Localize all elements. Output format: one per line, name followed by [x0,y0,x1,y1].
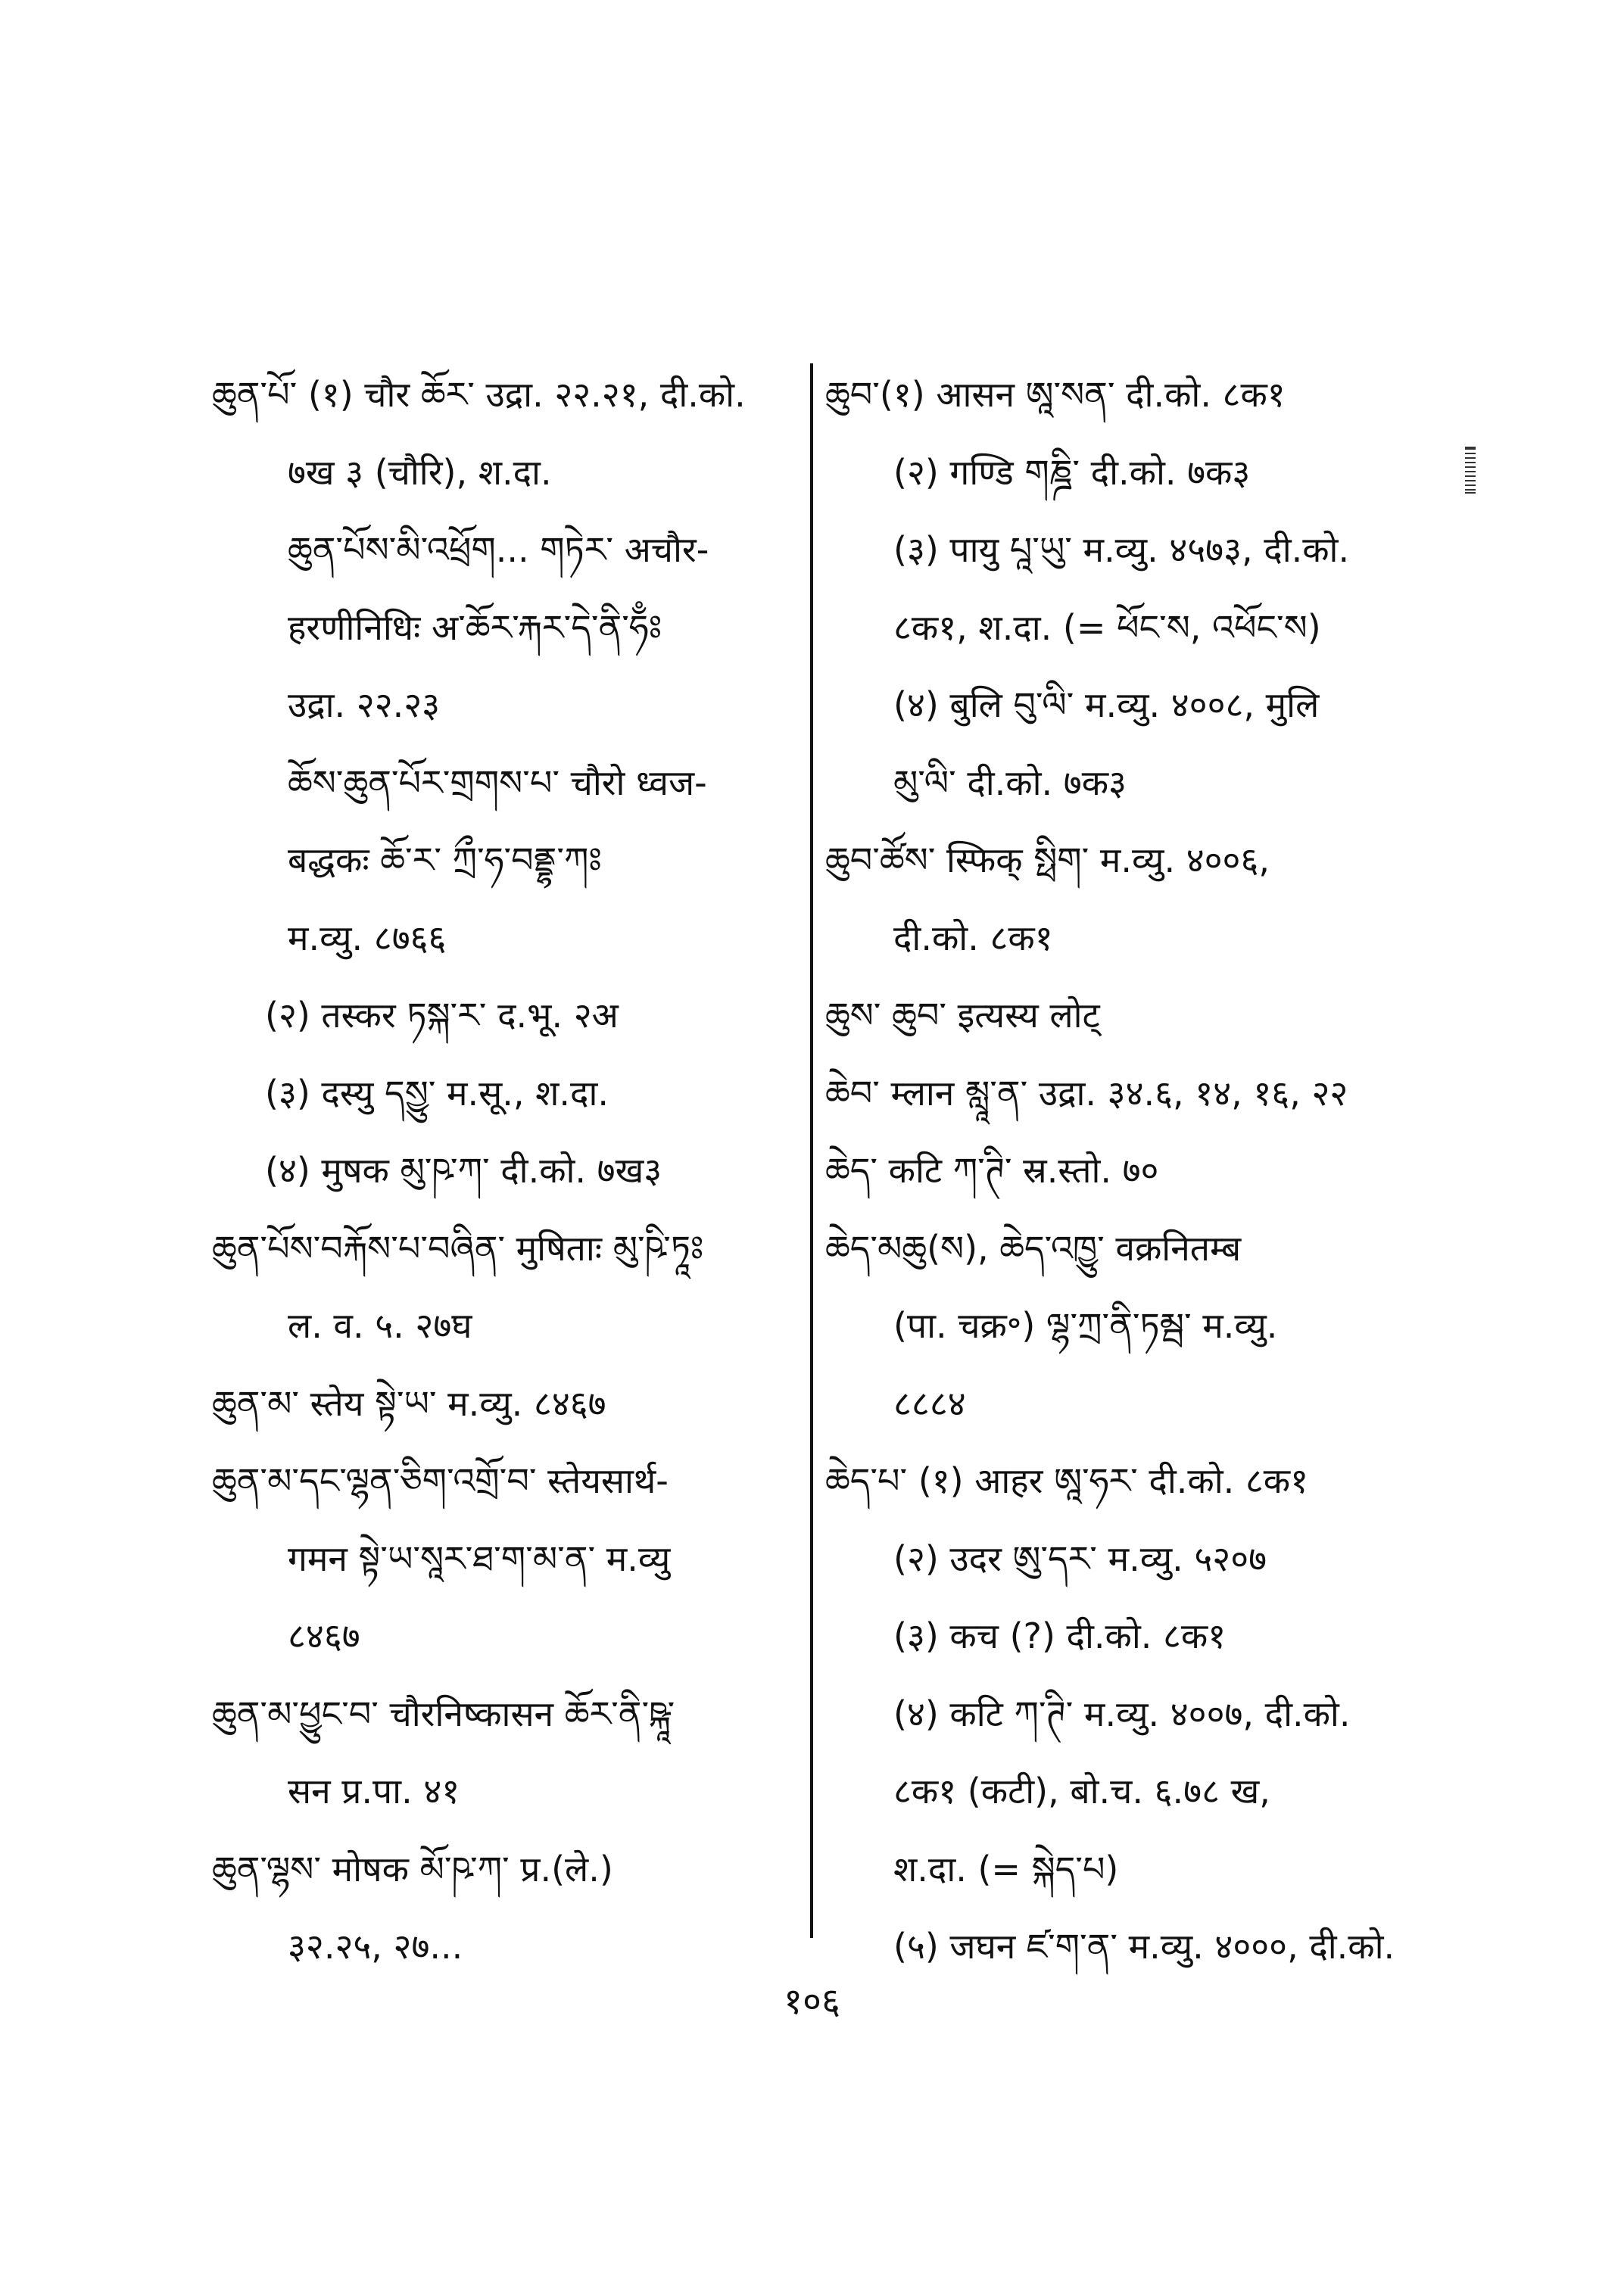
entry-line: ཆུབ་(१) आसन ཨཱ་སན་ दी.को. ८क१ [825,374,1286,415]
entry-line: बद्धकः ཆོ་ར་ ཀྲྀ་ཧ་བནྡྷ་ཀཿ [288,840,602,880]
entry-line: (५) जघन ཛ་ག་ན་ म.व्यु. ४०००, दी.को. [893,1926,1395,1967]
entry-line: हरणीनिधिः अ་ཆོར་རྐར་དེ་ནི་ཧྃཿ [288,606,662,648]
entry-line: ཆུན་མ་ स्तेय སྟེ་ཡ་ म.व्यु. ८४६७ [212,1382,606,1424]
entry-line: ཆུན་ལྷས་ मोषक མོ་ཥ་ཀ་ प्र.(ले.) [212,1848,613,1890]
column-divider [810,363,813,1938]
entry-line: ཆེབ་ म्लान མླཱ་ན་ उद्रा. ३४.६, १४, १६, २२ [825,1072,1348,1114]
entry-line: མུ་ལི་ दी.को. ७क३ [893,762,1127,803]
entry-line: ཆུན་པོས་བརྐོས་པ་བཞིན་ मुषिताः མུ་ཥི་ཏཱཿ [212,1227,704,1269]
entry-line: दी.को. ८क१ [893,917,1053,958]
entry-line: ८८८४ [893,1382,966,1424]
entry-line: उद्रा. २२.२३ [288,684,441,725]
entry-line: म.व्यु. ८७६६ [288,917,447,958]
entry-line: ཆུན་མ་ཕྱུང་བ་ चौरनिष्कासन ཆོར་ནི་ཥྐཱ་ [212,1693,675,1734]
entry-line: ཆེད་ कटि ཀ་ཊི་ स्र.स्तो. ७० [825,1150,1159,1191]
page-number: १०६ [784,1980,840,2023]
entry-line: (३) कच (?) दी.को. ८क१ [893,1615,1227,1656]
entry-line: (पा. चक्र॰) ལྷ་ཀྲ་ནི་ཏམྦ་ म.व्यु. [893,1305,1278,1346]
entry-line: ཆེད་མཆུ(ས), ཆེད་འཁྱུ་ वक्रनितम्ब [825,1227,1242,1269]
entry-line: (२) तस्कर ཏསྐ་ར་ द.भू. २अ [265,995,619,1036]
entry-line: ७ख ३ (चौरि), श.दा. [288,451,552,493]
entry-line: ३२.२५, २७... [288,1926,463,1967]
entry-line: (२) गण्डि གཎྜི་ दी.को. ७क३ [893,451,1251,493]
entry-line: श.दा. (= སྐེད་པ) [893,1848,1119,1890]
entry-line: ཆེད་པ་ (१) आहर ཨཱ་ཧར་ दी.को. ८क१ [825,1460,1309,1501]
entry-line: ८क१, श.दा. (= ཕོང་ས, འཕོང་ས) [893,606,1321,648]
entry-line: ཆུན་མ་དང་ལྷན་ཅིག་འགྲོ་བ་ स्तेयसार्थ- [212,1460,669,1501]
entry-line: सन प्र.पा. ४१ [288,1771,460,1812]
entry-line: ल. व. ५. २७घ [288,1305,472,1346]
entry-line: (२) उदर ཨུ་དར་ म.व्यु. ५२०७ [893,1537,1267,1579]
entry-line: (३) पायु པཱ་ཡུ་ म.व्यु. ४५७३, दी.को. [893,529,1350,570]
entry-line: ཆུན་པོ་ (१) चौर ཆོར་ उद्रा. २२.२१, दी.को. [212,374,746,415]
entry-line: ཆུན་པོས་མི་འཕྲོག... གཏེར་ अचौर- [288,529,709,570]
entry-line: (४) बुलि བུ་ལི་ म.व्यु. ४००८, मुलि [893,684,1320,725]
entry-line: ८४६७ [288,1615,360,1656]
entry-line: ཆུབ་ཚོས་ स्फिक् སྥིག་ म.व्यु. ४००६, [825,840,1270,880]
entry-line: (३) दस्यु དསྱུ་ म.सू., श.दा. [265,1072,609,1114]
margin-scan-mark [1465,447,1476,494]
entry-line: ८क१ (कटी), बो.च. ६.७८ ख, [893,1771,1270,1812]
entry-line: ཆུས་ ཆུབ་ इत्यस्य लोट् [825,995,1100,1036]
entry-line: ཆོས་ཆུན་པོར་གྲགས་པ་ चौरो ध्वज- [288,762,707,803]
right-column [825,356,1431,1986]
entry-line: (४) कटि ཀ་ཊི་ म.व्यु. ४००७, दी.को. [893,1693,1351,1734]
entry-line: गमन སྟེ་ཡ་སཱར་ཐ་ག་མ་ན་ म.व्यु [288,1537,671,1579]
entry-line: (४) मुषक མུ་ཥ་ཀ་ दी.को. ७ख३ [265,1150,662,1191]
left-column [212,356,818,1986]
